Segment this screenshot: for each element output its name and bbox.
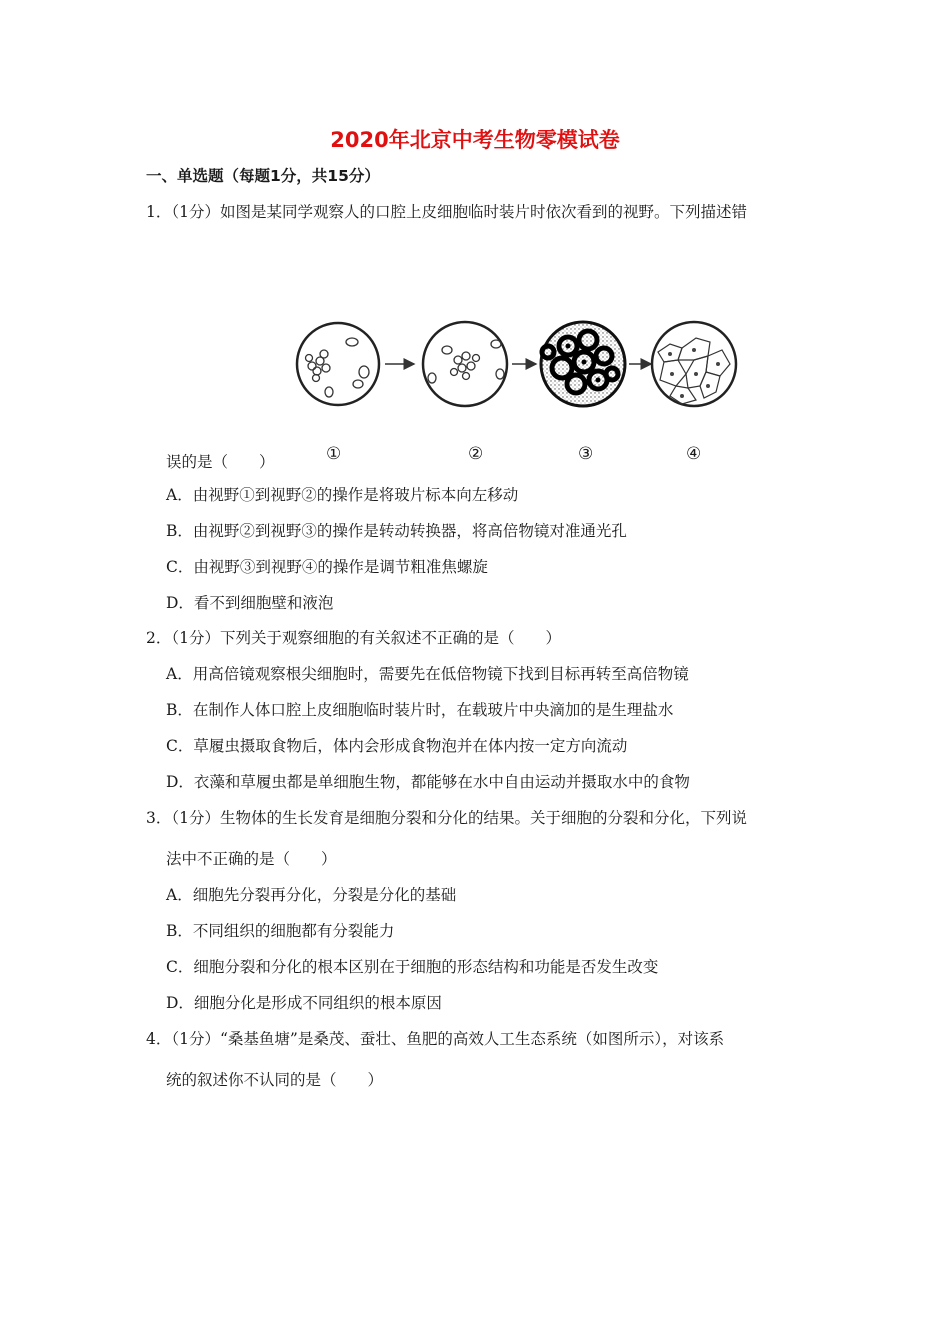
- figure-label-3: ③: [578, 444, 594, 464]
- question-4-text-line1: 4．（1分）“桑基鱼塘”是桑茂、蚕壮、鱼肥的高效人工生态系统（如图所示），对该系: [146, 1030, 725, 1048]
- figure-label-4: ④: [686, 444, 702, 464]
- question-1-option-a: A．由视野①到视野②的操作是将玻片标本向左移动: [166, 486, 519, 504]
- question-2-text: 2．（1分）下列关于观察细胞的有关叙述不正确的是（ ）: [146, 629, 561, 647]
- field-3: [541, 322, 625, 406]
- section-heading: 一、单选题（每题1分，共15分）: [146, 167, 380, 185]
- question-3-text-line2: 法中不正确的是（ ）: [166, 850, 337, 868]
- question-1-option-b: B．由视野②到视野③的操作是转动转换器，将高倍物镜对准通光孔: [166, 522, 627, 540]
- question-3-text-line1: 3．（1分）生物体的生长发育是细胞分裂和分化的结果。关于细胞的分裂和分化，下列说: [146, 809, 747, 827]
- question-1-figure: [290, 316, 750, 471]
- question-1-option-d: D．看不到细胞壁和液泡: [166, 594, 334, 612]
- question-4-text-line2: 统的叙述你不认同的是（ ）: [166, 1071, 384, 1089]
- question-1-text-line1: 1．（1分）如图是某同学观察人的口腔上皮细胞临时装片时依次看到的视野。下列描述错: [146, 203, 747, 221]
- page-title: 2020年北京中考生物零模试卷: [330, 128, 620, 152]
- figure-label-2: ②: [468, 444, 484, 464]
- question-2-option-b: B．在制作人体口腔上皮细胞临时装片时，在载玻片中央滴加的是生理盐水: [166, 701, 674, 719]
- question-2-option-a: A．用高倍镜观察根尖细胞时，需要先在低倍物镜下找到目标再转至高倍物镜: [166, 665, 689, 683]
- field-1: [297, 323, 379, 405]
- question-2-option-c: C．草履虫摄取食物后，体内会形成食物泡并在体内按一定方向流动: [166, 737, 628, 755]
- question-1-option-c: C．由视野③到视野④的操作是调节粗准焦螺旋: [166, 558, 488, 576]
- field-4: [652, 322, 736, 406]
- question-3-option-a: A．细胞先分裂再分化，分裂是分化的基础: [166, 886, 457, 904]
- question-1-text-line2: 误的是（ ）: [166, 453, 275, 471]
- question-3-option-b: B．不同组织的细胞都有分裂能力: [166, 922, 395, 940]
- microscope-fields-svg: [290, 316, 750, 471]
- question-3-option-d: D．细胞分化是形成不同组织的根本原因: [166, 994, 442, 1012]
- question-2-option-d: D．衣藻和草履虫都是单细胞生物，都能够在水中自由运动并摄取水中的食物: [166, 773, 690, 791]
- field-2: [423, 322, 507, 406]
- question-3-option-c: C．细胞分裂和分化的根本区别在于细胞的形态结构和功能是否发生改变: [166, 958, 659, 976]
- figure-label-1: ①: [326, 444, 342, 464]
